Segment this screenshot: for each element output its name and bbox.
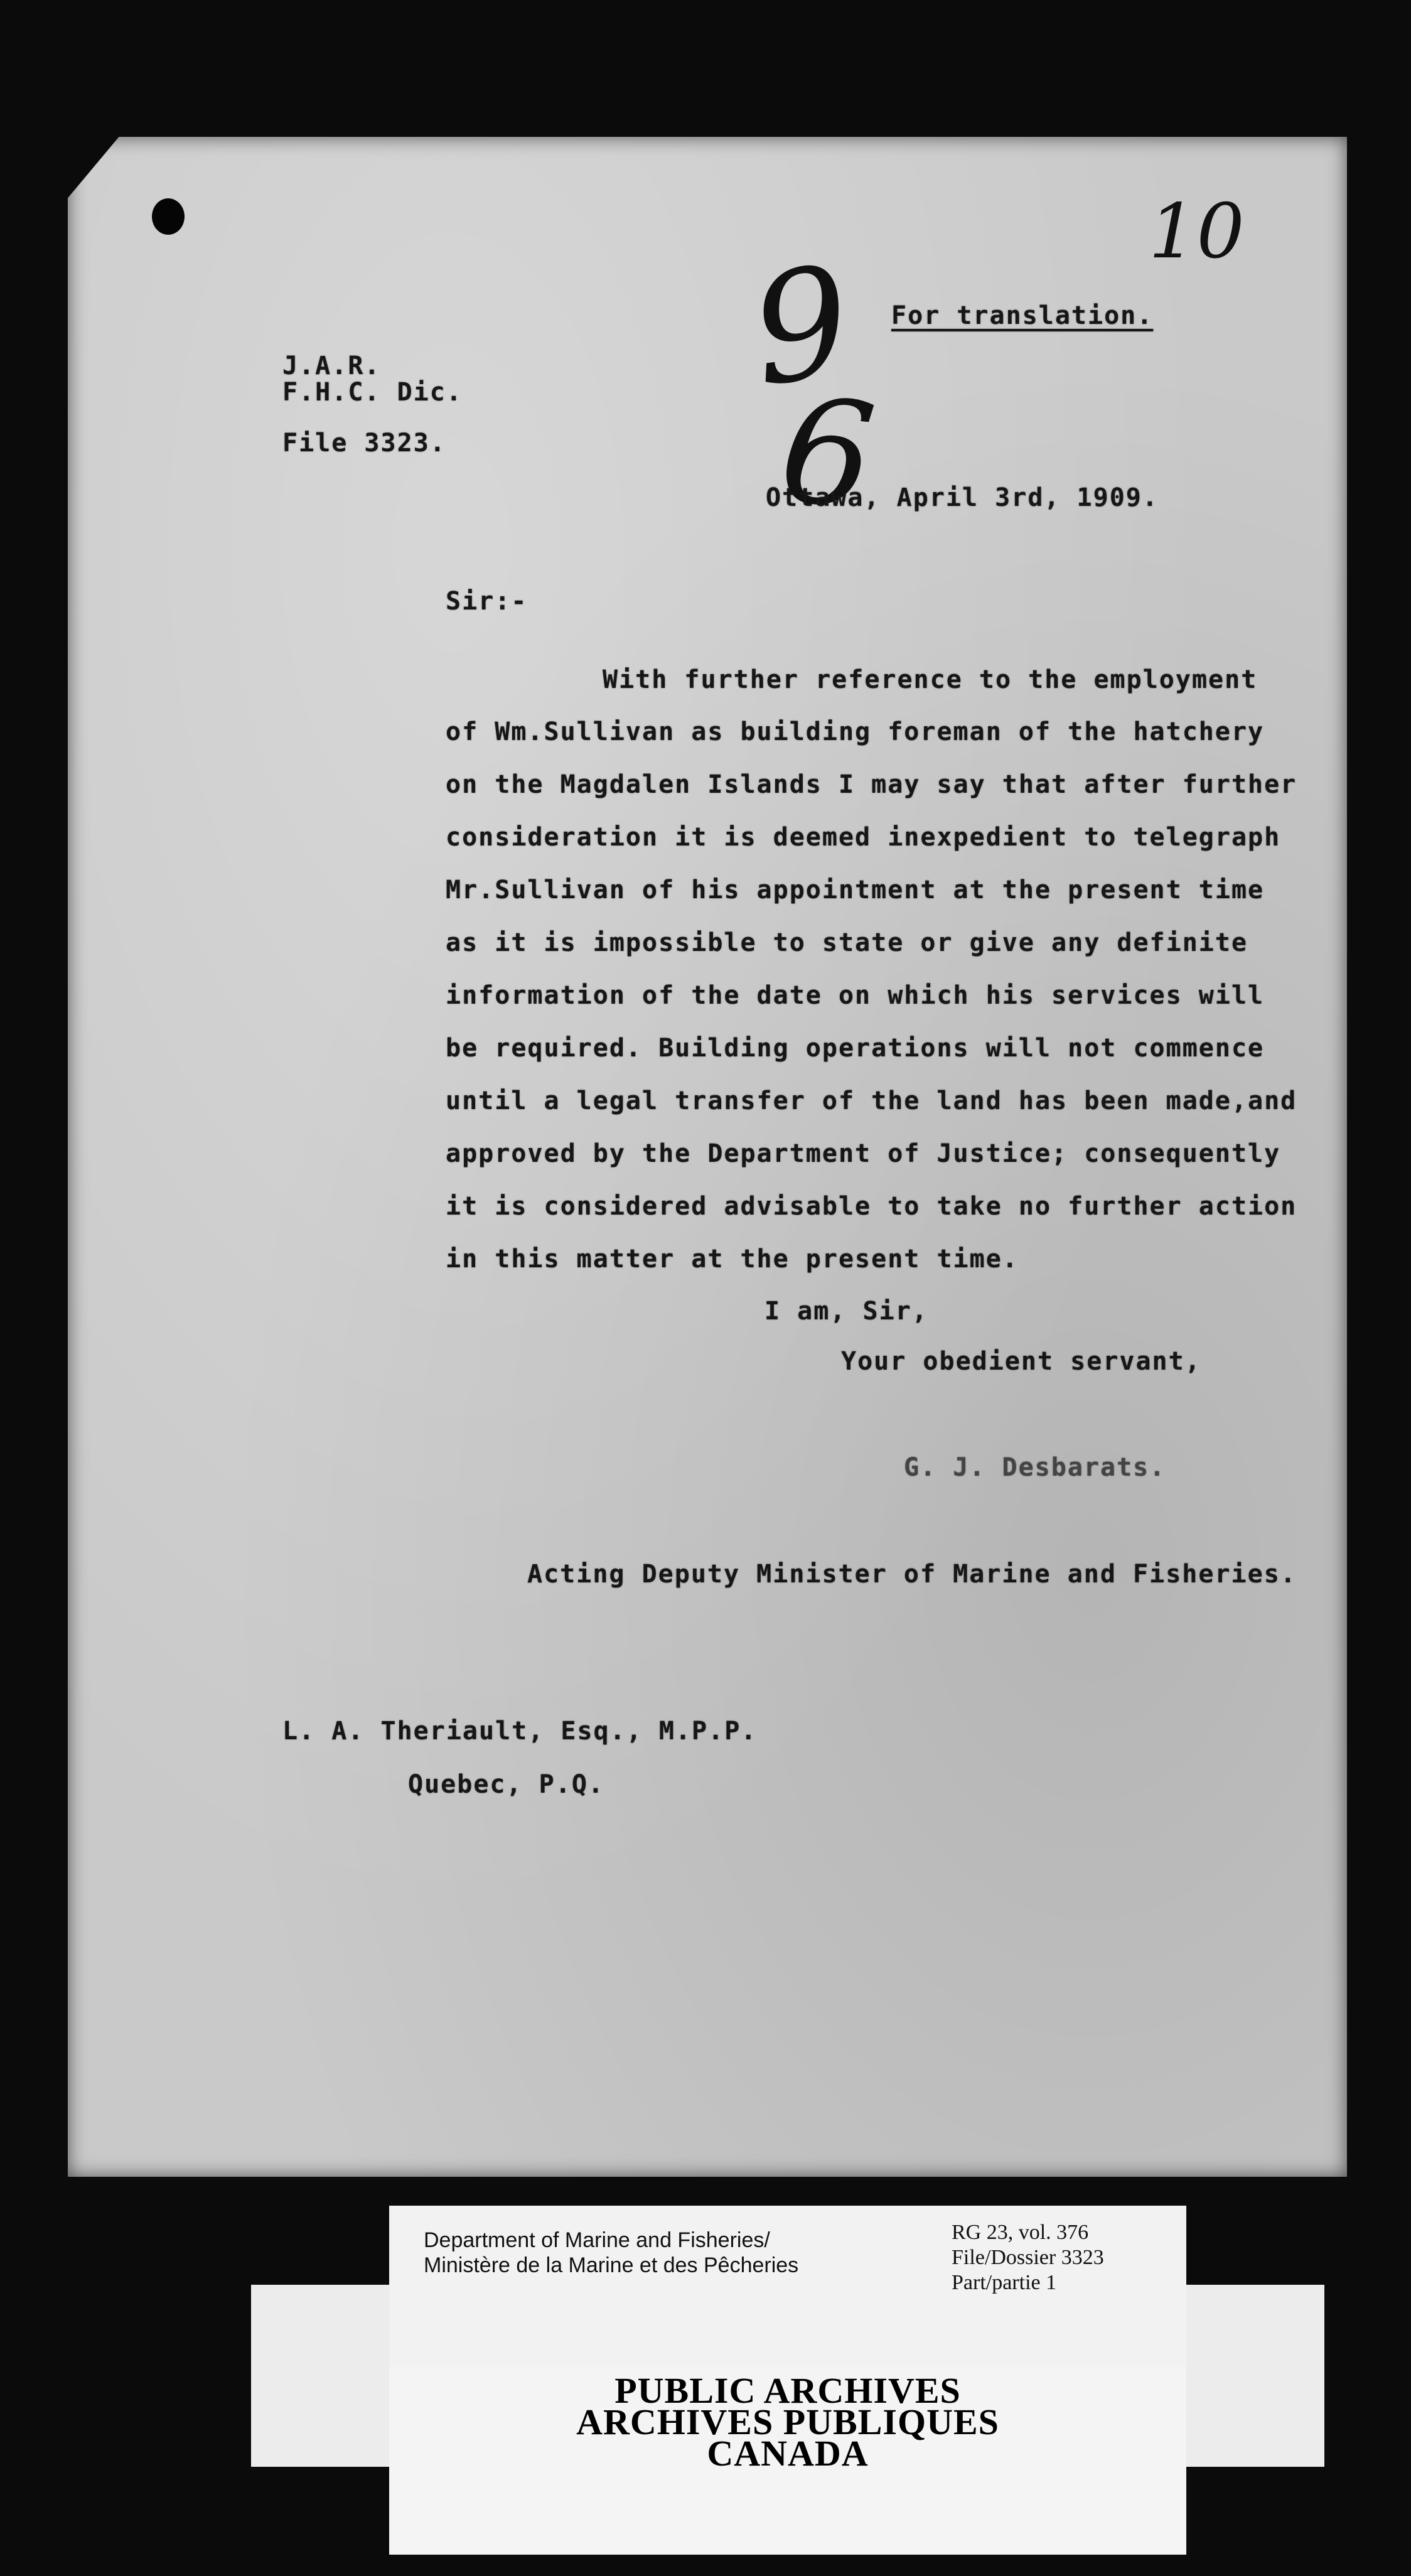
translation-note: For translation.	[891, 301, 1154, 330]
body-line-8: be required. Building operations will not commence	[446, 1034, 1265, 1063]
body-line-6: as it is impossible to state or give any definite	[446, 928, 1248, 957]
signature: G. J. Desbarats.	[904, 1453, 1166, 1482]
handwritten-folio-mark: 9	[741, 232, 861, 421]
stamp-public-archives: PUBLIC ARCHIVES	[614, 2370, 961, 2411]
punch-hole	[152, 198, 185, 235]
addressee-place: Quebec, P.Q.	[408, 1770, 604, 1799]
body-line-12: in this matter at the present time.	[446, 1245, 1019, 1274]
file-dossier: File/Dossier 3323	[952, 2246, 1104, 2269]
reference-initials: J.A.R.	[282, 352, 381, 380]
handwritten-mark-6: 6	[773, 366, 882, 542]
department-english: Department of Marine and Fisheries/	[424, 2228, 770, 2252]
body-line-9: until a legal transfer of the land has been made,and	[446, 1087, 1297, 1115]
body-line-10: approved by the Department of Justice; consequently	[446, 1139, 1281, 1168]
handwritten-page-number: 10	[1149, 188, 1245, 276]
body-line-2: of Wm.Sullivan as building foreman of the hatchery	[446, 717, 1265, 746]
letter-date: Ottawa, April 3rd, 1909.	[766, 483, 1159, 512]
part-partie: Part/partie 1	[952, 2271, 1057, 2294]
body-line-7: information of the date on which his services will	[446, 981, 1265, 1010]
reference-file: File 3323.	[282, 429, 446, 458]
body-line-3: on the Magdalen Islands I may say that after further	[446, 770, 1297, 799]
addressee-name: L. A. Theriault, Esq., M.P.P.	[282, 1717, 758, 1746]
stamp-canada: CANADA	[707, 2433, 869, 2474]
reference-dictation: F.H.C. Dic.	[282, 378, 463, 407]
department-french: Ministère de la Marine et des Pêcheries	[424, 2253, 799, 2277]
stamp-archives-publiques: ARCHIVES PUBLIQUES	[576, 2402, 999, 2442]
signatory-title: Acting Deputy Minister of Marine and Fisheries.	[527, 1560, 1297, 1589]
closing-i-am-sir: I am, Sir,	[765, 1297, 928, 1326]
body-line-1: With further reference to the employment	[603, 665, 1258, 694]
record-group-volume: RG 23, vol. 376	[952, 2221, 1089, 2244]
salutation: Sir:-	[446, 587, 528, 616]
closing-obedient-servant: Your obedient servant,	[841, 1347, 1201, 1376]
body-line-5: Mr.Sullivan of his appointment at the present time	[446, 876, 1265, 904]
body-line-11: it is considered advisable to take no further action	[446, 1192, 1297, 1221]
body-line-4: consideration it is deemed inexpedient to telegraph	[446, 823, 1281, 852]
